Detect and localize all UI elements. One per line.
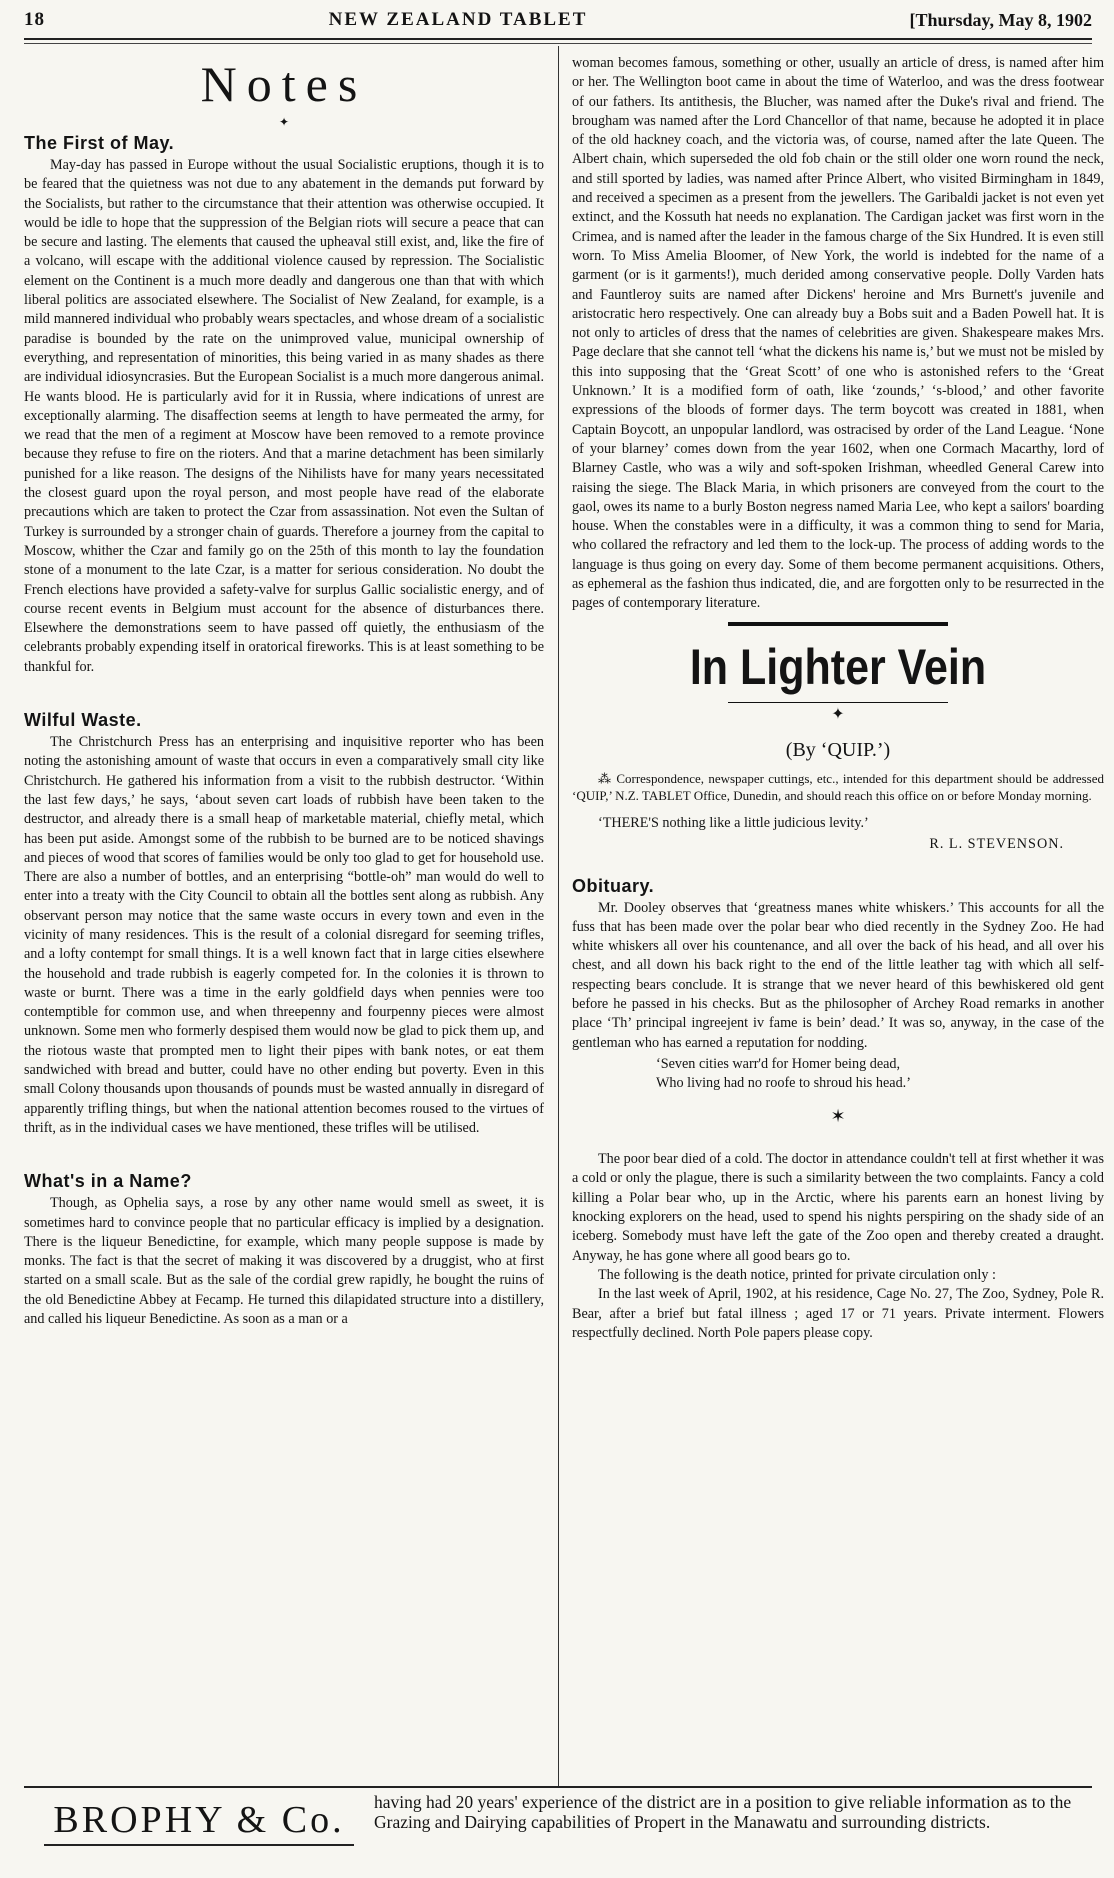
- notes-section-title: Notes: [200, 56, 368, 112]
- obituary-paragraph: The following is the death notice, printed for private circulation only :: [598, 1266, 996, 1283]
- header-rule: [24, 38, 1092, 40]
- article-body-first-of-may: May-day has passed in Europe without the usual Socialistic eruptions, though it is to be feared that the quietness was not due to any abatement in the demands put forward by the Socialists, but rather to the circumstance that their attention was otherwise occupied. It would be idle to hope that the suppression of the Belgian riots will secure a peace that can be secure and lasting. The elements that caused the upheaval still exist, and, like the fire of a volcano, will escape with the additional violence caused by repression. The Socialistic element on the Continent is a much more deadly and dangerous one than that with which liberal politics are associated elsewhere. The Socialist of New Zealand, for example, is a mild mannered individual who probably wears spectacles, and whose dream of a socialistic paradise is bounded by the rate on the unimproved value, municipal ownership of everything, and representation of minorities, this being varied in as many shades as there are individual idiosyncrasies. But the European Socialist is a much more dangerous animal. He wants blood. He is particularly avid for it in Russia, where indications of unrest are exceptionally alarming. The disaffection seems at length to have permeated the army, for we read that the men of a regiment at Moscow have been removed to a remote province because they refuse to fire on the rioters. And that a marine detachment has been similarly punished for a like reason. The designs of the Nihilists have for many years necessitated the closest guard upon the royal person, and most people have read of the elaborate precautions which are taken to protect the Czar from assassination. Not even the Sultan of Turkey is surrounded by a stronger chain of guards. Therefore a journey from the capital to Moscow, whither the Czar and family go on the 25th of this month to lay the foundation stone of a monument to the late Czar, is a matter for serious consideration. No doubt the French elections have provided a safety-valve for surplus Gallic socialistic energy, and of course recent events in Belgium must account for the absence of disturbances there. Elsewhere the demonstrations seem to have passed off quietly, the enthusiasm of the celebrants probably expending itself in oratorical fireworks. This is at least something to be thankful for.: [24, 157, 544, 675]
- article-heading-wilful-waste: Wilful Waste.: [24, 710, 142, 731]
- ornament-icon: ✦: [278, 115, 290, 129]
- star-icon: ✶: [830, 1105, 846, 1126]
- section-rule-heavy: [728, 622, 948, 626]
- advert-company-name: [24, 1792, 374, 1846]
- section-rule-light: [728, 702, 948, 703]
- correspondence-notice: ⁂ Correspondence, newspaper cuttings, etc., intended for this department should be addressed ‘QUIP,’ N.Z. TABLET Office, Dunedin, and should reach this office on or before Monday morning.: [572, 770, 1104, 803]
- issue-date: [Thursday, May 8, 1902: [909, 9, 1092, 30]
- article-body-whats-in-a-name: Though, as Ophelia says, a rose by any other name would smell as sweet, it is sometimes hard to convince people that no particular efficacy is implied by a designation. There is the liqueur Benedictine, for example, which many people suppose is made by monks. The fact is that the secret of making it was discovered by a druggist, who at first started on a small scale. But as the sale of the cordial grew rapidly, he bought the ruins of the old Benedictine Abbey at Fecamp. He turned this dilapidated structure into a distillery, and called his liqueur Benedictine. As soon as a man or a: [24, 1195, 544, 1328]
- page-header: [24, 4, 1092, 36]
- obituary-paragraph: The poor bear died of a cold. The doctor in attendance couldn't tell at first whether it was a cold or only the plague, there is such a similarity between the two complaints. Fancy a cold killing a Polar bear who, up in the Arctic, where his parents earn an honest living by knocking explorers on the head, used to spend his nights perspiring on the shady side of an iceberg. Somebody must have left the gate of the Zoo open and thereby created a draught. Anyway, he has gone where all good bears go to.: [572, 1151, 1104, 1264]
- advert-text: having had 20 years' experience of the district are in a position to give reliable information as to the Grazing and Dairying capabilities of Propert in the Manawatu and surrounding districts.: [374, 1792, 1072, 1832]
- article-heading-first-of-may: The First of May.: [24, 133, 175, 153]
- right-column: [572, 54, 1104, 1343]
- advert-company-name-text: BROPHY & Co.: [53, 1799, 345, 1841]
- byline: (By ‘QUIP.’): [785, 738, 891, 761]
- obituary-paragraph: Mr. Dooley observes that ‘greatness manes white whiskers.’ This accounts for all the fuss that has been made over the polar bear who died recently in the Sydney Zoo. He had white whiskers all over his countenance, and all over the back of his head, and all over his chest, and all down his back right to the end of the little leather tag with which all self-respecting bears conclude. It is strange that we never heard of this bewhiskered old gent before he passed in his checks. But as the philosopher of Archey Road remarks in another place ‘Th’ principal ingreejent iv fame is bein’ dead.’ It was so, anyway, in the case of the gentleman who has earned a reputation for nodding.: [572, 899, 1104, 1051]
- advert-underline: [44, 1844, 354, 1846]
- advert-rule: [24, 1786, 1092, 1788]
- page-number: 18: [24, 9, 45, 30]
- left-column: [24, 54, 544, 1329]
- ornament-icon: ✦: [831, 705, 845, 723]
- epigraph-attribution: R. L. STEVENSON.: [929, 836, 1064, 853]
- verse-line: ‘Seven cities warr'd for Homer being dead,: [656, 1055, 901, 1072]
- advertisement: [24, 1792, 1092, 1874]
- epigraph-quote: ‘THERE'S nothing like a little judicious levity.’: [598, 814, 869, 831]
- article-heading-whats-in-a-name: What's in a Name?: [24, 1171, 192, 1192]
- verse-line: Who living had no roofe to shroud his head.’: [656, 1074, 911, 1091]
- lighter-vein-title: In Lighter Vein: [689, 638, 987, 695]
- verse-quote: [572, 1055, 1104, 1093]
- obituary-heading: Obituary.: [572, 875, 655, 896]
- death-notice: In the last week of April, 1902, at his residence, Cage No. 27, The Zoo, Sydney, Pole R. Bear, after a brief but fatal illness ; aged 17 or 71 years. Private interment. Flowers respectfully declined. North Pole papers please copy.: [572, 1286, 1104, 1341]
- header-rule-thin: [24, 43, 1092, 44]
- article-body-wilful-waste: The Christchurch Press has an enterprising and inquisitive reporter who has been noting the astonishing amount of waste that occurs in even a comparatively small city like Christchurch. He gathered his information from a visit to the rubbish destructor. ‘Within the last few days,’ he says, ‘about seven cart loads of rubbish have been taken to the destructor, and already there is a small heap of marketable material, chiefly metal, which has been put aside. Amongst some of the rubbish to be burned are to be noticed shavings and pieces of wood that scores of families would be only too glad to get for household use. There are also a number of bottles, and an enterprising “bottle-oh” man would do well to enter into a treaty with the City Council to obtain all the bottles sent along as rubbish. Any observant person may notice that the same waste occurs in every town and even in the vicinity of many residences. This is the result of a colonial disregard for seeming trifles, and a lofty contempt for small things. It is a well known fact that in large cities elsewhere the household and trade rubbish is eagerly competed for. In the colonies it is thrown to waste or burnt. There was a time in the early goldfield days when pennies were too contemptible for common use, and when threepenny and fourpenny pieces were almost unknown. Some men who formerly despised them would now be glad to pick them up, and the riotous waste that prompted men to light their pipes with bank notes, or eat them sandwiched with bread and butter, could have no other ending but poverty. Even in this small Colony thousands upon thousands of pounds must be wasted annually in disregard of apparently trifling things, but when the national attention becomes roused to the virtues of thrift, as in the individual cases we have mentioned, these trifles will be utilised.: [24, 734, 544, 1136]
- column-divider: [558, 46, 559, 1786]
- masthead-title: NEW ZEALAND TABLET: [328, 9, 588, 30]
- article-continuation: woman becomes famous, something or other, usually an article of dress, is named after him or her. The Wellington boot came in about the time of Waterloo, and was the dress footwear of our fathers. Its antithesis, the Blucher, was named after the Duke's rival and friend. The brougham was named after the Lord Chancellor of that name, because he adopted it in place of the old hackney coach, and the victoria was, of course, named after the late Queen. The Albert chain, which superseded the old fob chain or the still older one worn round the neck, and still sported by ladies, was named after Prince Albert, who visited Birmingham in 1849, and received a specimen as a present from the jewellers. The Garibaldi jacket is not even yet extinct, and the Kossuth hat needs no explanation. The Cardigan jacket was first worn in the Crimea, and is named after the leader in the famous charge of the Six Hundred. It is even still worn. To Miss Amelia Bloomer, of New York, the world is indebted for the name of a garment (or is it garments!), much derided among conservative people. Dolly Varden hats and Fauntleroy suits are named after Dickens' heroine and Mrs Burnett's juvenile and aristocratic hero respectively. One can already buy a Bobs suit and a Baden Powell hat. It is not only to articles of dress that the names of celebrities are given. Shakespeare makes Mrs. Page declare that she cannot tell ‘what the dickens his name is,’ but we must not be misled by this into supposing that the ‘Great Scott’ of one who is astonished refers to the ‘Great Unknown.’ It is a modified form of oath, like ‘zounds,’ ‘s-blood,’ and other favorite expressions of the bloods of former days. The term boycott was created in 1881, when Captain Boycott, an unpopular landlord, was ostracised by order of the Land League. ‘None of your blarney’ comes down from the year 1602, when one Cormach Macarthy, lord of Blarney Castle, who was a wily and soft-spoken Irishman, wheedled General Carew into raising the siege. The Black Maria, in which prisoners are conveyed from the court to the gaol, owes its name to a burly Boston negress named Maria Lee, who kept a sailors' boarding house. When the constables were in a difficulty, it was a common thing to send for Maria, who collared the refractory and led them to the lock-up. The process of adding words to the language is thus going on every day. Some of them become permanent acquisitions. Others, as ephemeral as the fashion thus indicated, die, and are forgotten only to be resurrected in the pages of contemporary literature.: [572, 55, 1104, 612]
